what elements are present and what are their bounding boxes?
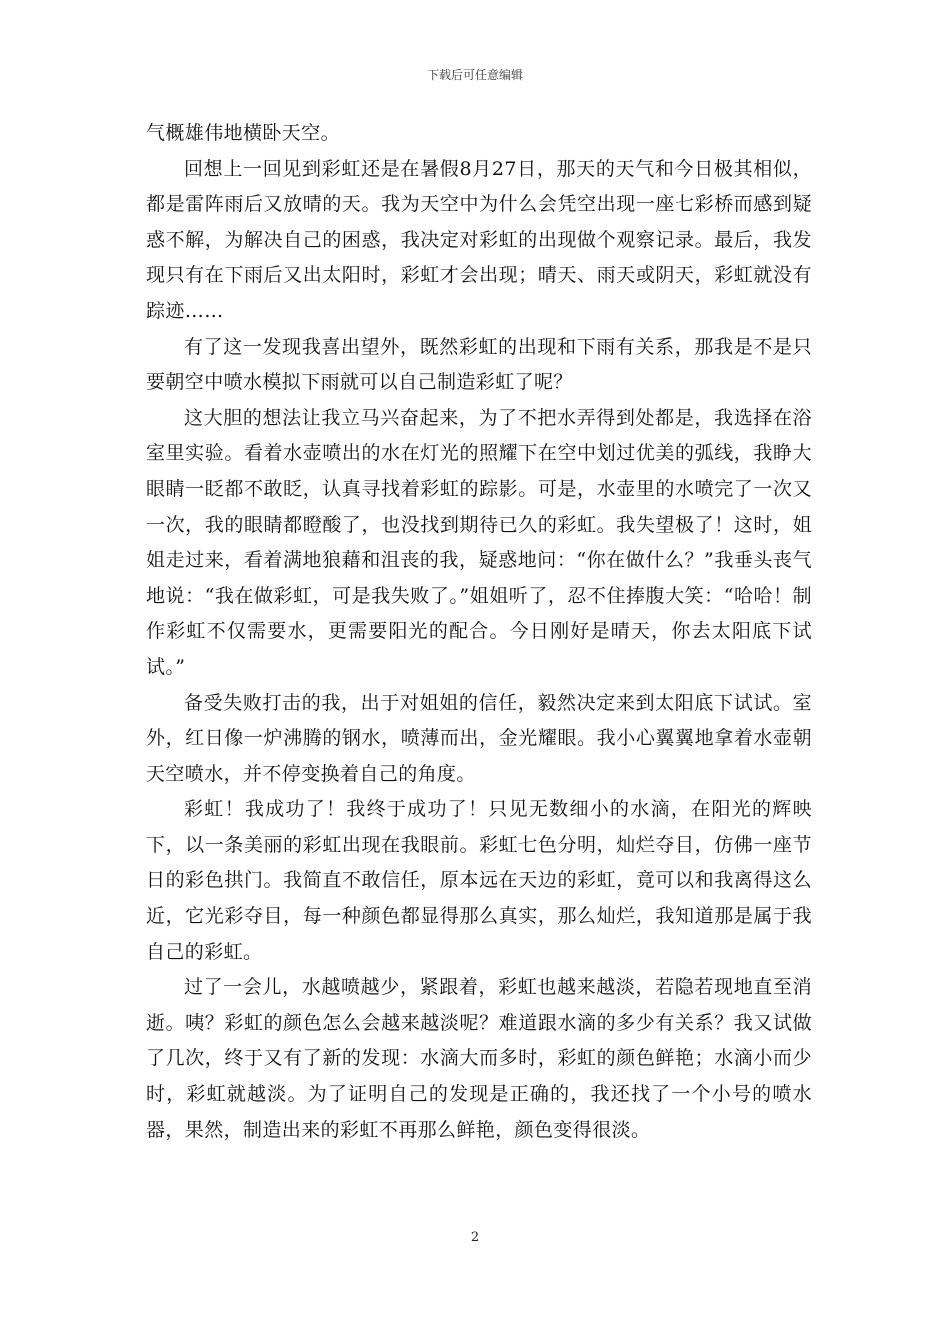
paragraph-3: 有了这一发现我喜出望外，既然彩虹的出现和下雨有关系，那我是不是只要朝空中喷水模拟下雨就可以自己制造彩虹了呢？ [146, 335, 812, 394]
paragraph-1: 气概雄伟地横卧天空。 [146, 122, 341, 144]
page-header: 下载后可任意编辑 [426, 68, 523, 82]
paragraph-6: 彩虹！我成功了！我终于成功了！只见无数细小的水滴，在阳光的辉映下，以一条美丽的彩虹出现在我眼前。彩虹七色分明，灿烂夺目，仿佛一座节日的彩色拱门。我简直不敢信任，原本远在天边的彩虹，竟可以和我离得这么近，它光彩夺目，每一种颜色都显得那么真实，那么灿烂，我知道那是属于我自己的彩虹。 [146, 798, 812, 963]
paragraph-7: 过了一会儿，水越喷越少，紧跟着，彩虹也越来越淡，若隐若现地直至消逝。咦？彩虹的颜色怎么会越来越淡呢？难道跟水滴的多少有关系？我又试做了几次，终于又有了新的发现：水滴大而多时，彩虹的颜色鲜艳；水滴小而少时，彩虹就越淡。为了证明自己的发现是正确的，我还找了一个小号的喷水器，果然，制造出来的彩虹不再那么鲜艳，颜色变得很淡。 [146, 976, 812, 1141]
paragraph-5: 备受失败打击的我，出于对姐姐的信任，毅然决定来到太阳底下试试。室外，红日像一炉沸腾的钢水，喷薄而出，金光耀眼。我小心翼翼地拿着水壶朝天空喷水，并不停变换着自己的角度。 [146, 691, 812, 785]
paragraph-4: 这大胆的想法让我立马兴奋起来，为了不把水弄得到处都是，我选择在浴室里实验。看着水壶喷出的水在灯光的照耀下在空中划过优美的弧线，我睁大眼睛一眨都不敢眨，认真寻找着彩虹的踪影。可是，水壶里的水喷完了一次又一次，我的眼睛都瞪酸了，也没找到期待已久的彩虹。我失望极了！这时，姐姐走过来，看着满地狼藉和沮丧的我，疑惑地问：“你在做什么？”我垂头丧气地说：“我在做彩虹，可是我失败了。”姐姐听了，忍不住捧腹大笑：“哈哈！制作彩虹不仅需要水，更需要阳光的配合。今日刚好是晴天，你去太阳底下试试。” [146, 406, 812, 678]
page-number: 2 [470, 1230, 480, 1245]
document-body [146, 116, 812, 1148]
paragraph-2: 回想上一回见到彩虹还是在暑假8月27日，那天的天气和今日极其相似，都是雷阵雨后又放晴的天。我为天空中为什么会凭空出现一座七彩桥而感到疑惑不解，为解决自己的困惑，我决定对彩虹的出现做个观察记录。最后，我发现只有在下雨后又出太阳时，彩虹才会出现；晴天、雨天或阴天，彩虹就没有踪迹…… [146, 157, 812, 322]
